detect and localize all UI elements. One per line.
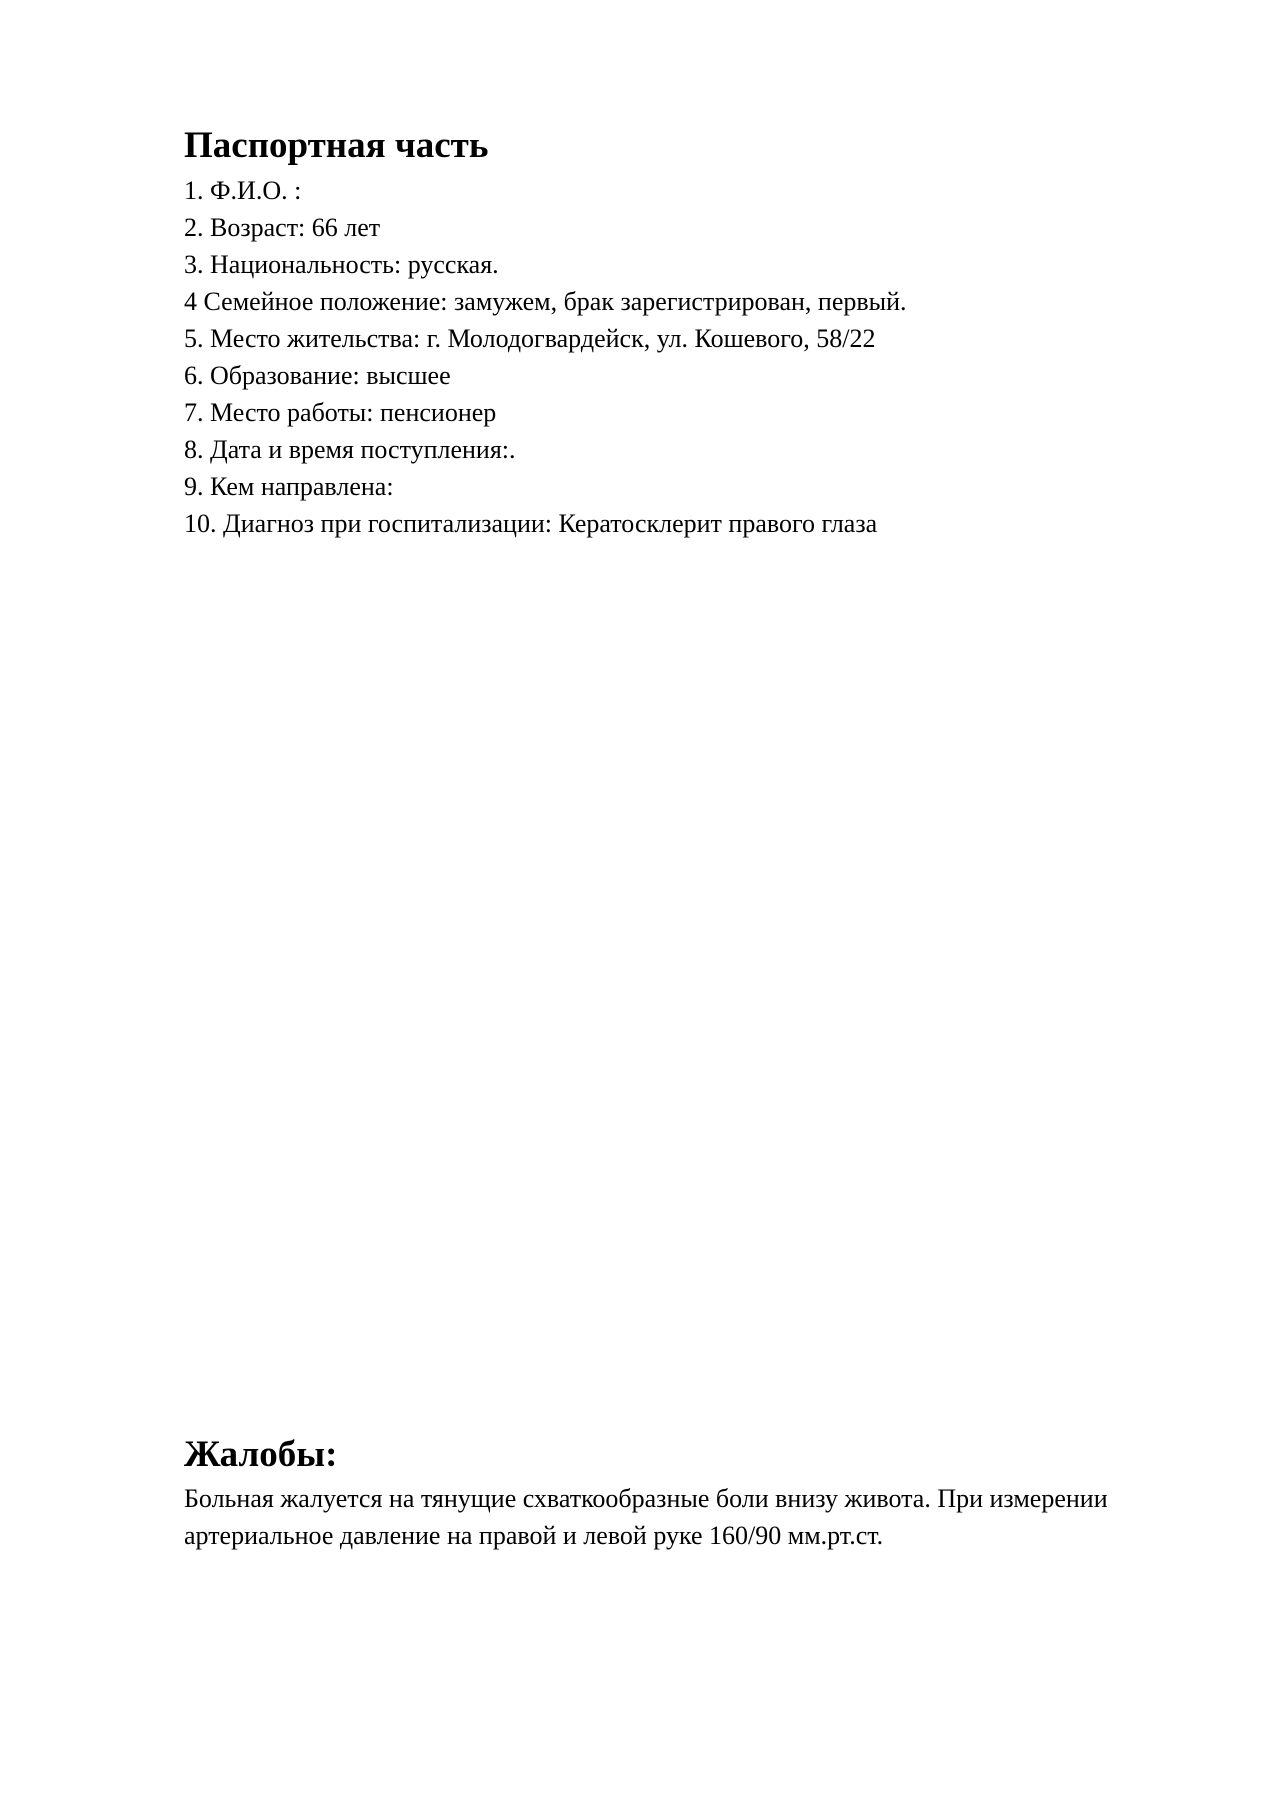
passport-item-workplace: 7. Место работы: пенсионер: [184, 398, 497, 427]
passport-item-education: 6. Образование: высшее: [184, 361, 451, 390]
passport-section-title: Паспортная часть: [184, 125, 489, 166]
complaints-section-title: Жалобы:: [184, 1434, 338, 1475]
passport-item-diagnosis: 10. Диагноз при госпитализации: Кератосклерит правого глаза: [184, 509, 878, 538]
complaints-paragraph: Больная жалуется на тянущие схваткообразные боли внизу живота. При измерении артериальное давление на правой и левой руке 160/90 мм.рт.ст.: [184, 1484, 1108, 1550]
passport-item-marital-status: 4 Семейное положение: замужем, брак зарегистрирован, первый.: [184, 287, 907, 316]
passport-item-residence: 5. Место жительства: г. Молодогвардейск, ул. Кошевого, 58/22: [184, 324, 876, 353]
passport-list: [184, 172, 907, 542]
passport-item-age: 2. Возраст: 66 лет: [184, 213, 381, 242]
passport-item-nationality: 3. Национальность: русская.: [184, 250, 499, 279]
passport-item-admission-date: 8. Дата и время поступления:.: [184, 435, 516, 464]
passport-item-name: 1. Ф.И.О. :: [184, 176, 302, 205]
passport-item-referred-by: 9. Кем направлена:: [184, 472, 394, 501]
